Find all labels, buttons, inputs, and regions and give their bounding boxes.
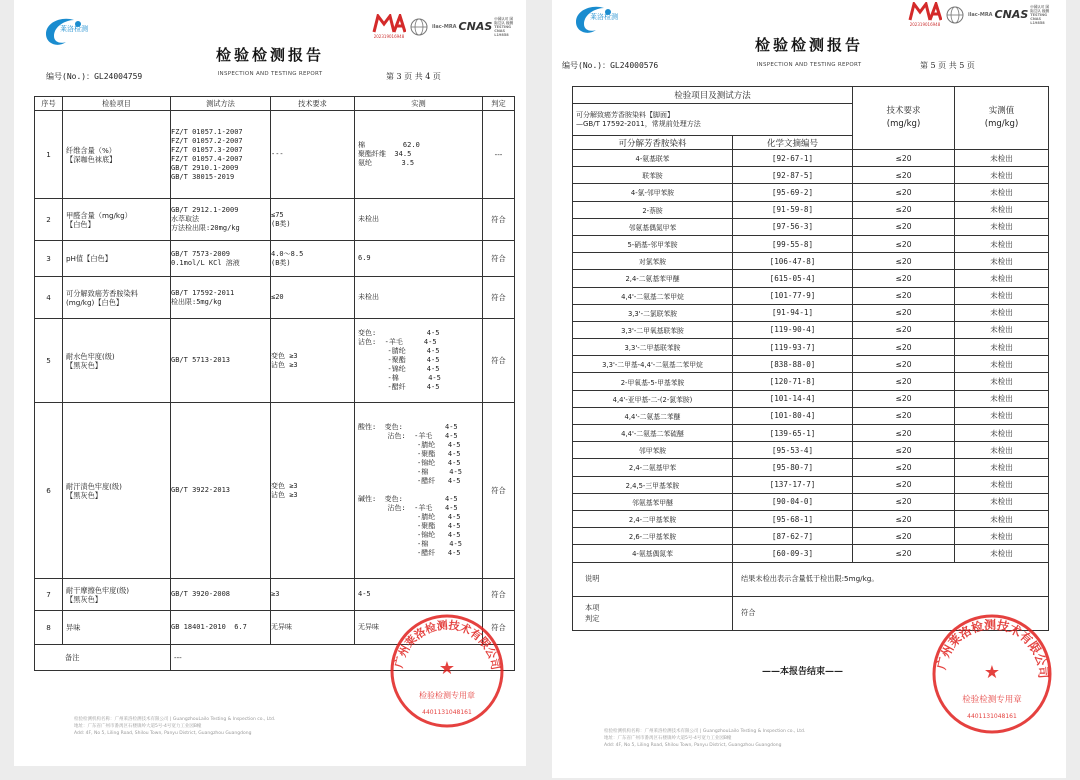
table-row bbox=[35, 199, 515, 241]
measured-value: 未检出 bbox=[955, 545, 1049, 562]
remark-label: 备注 bbox=[35, 645, 171, 671]
amine-name: 3,3'-二甲基-4,4'-二氨基二苯甲烷 bbox=[573, 356, 733, 373]
row-number: 6 bbox=[35, 403, 63, 579]
row-number: 3 bbox=[35, 241, 63, 277]
cnas-mark bbox=[968, 5, 1052, 25]
amine-name: 4-氨基联苯 bbox=[573, 150, 733, 167]
cas-number: [90-04-0] bbox=[733, 493, 853, 510]
test-item bbox=[63, 403, 171, 579]
measured-value: 未检出 bbox=[955, 150, 1049, 167]
table-row bbox=[573, 201, 1049, 218]
measured-value: 未检出 bbox=[955, 184, 1049, 201]
table-row bbox=[35, 579, 515, 611]
verdict: 符合 bbox=[483, 579, 515, 611]
limit-value: ≤20 bbox=[853, 459, 955, 476]
test-method: GB/T 2912.1-2009 水萃取法 方法检出限:20mg/kg bbox=[171, 199, 271, 241]
test-item-line: 可分解致癌芳香胺染料 bbox=[66, 288, 138, 298]
measured-value: 未检出 bbox=[955, 287, 1049, 304]
cma-code: 202319016948 bbox=[373, 34, 405, 39]
test-item-line: 纤维含量（%） bbox=[66, 145, 116, 155]
cma-logo-icon bbox=[372, 14, 406, 34]
report-subtitle: INSPECTION AND TESTING REPORT bbox=[756, 62, 862, 68]
report-page-3 bbox=[14, 0, 526, 766]
ilac-label: ilac-MRA bbox=[432, 23, 457, 30]
seal-name: 广州莱洛检测技术有限公司 bbox=[392, 618, 502, 672]
report-number: 编号(No.)：GL24004759 bbox=[46, 72, 143, 81]
col-header-no: 序号 bbox=[35, 97, 63, 111]
seal-bottom-text: 检验检测专用章 bbox=[962, 695, 1022, 705]
col-header-value: 实测值 (mg/kg) bbox=[955, 87, 1049, 150]
table-row bbox=[35, 111, 515, 199]
table-header-row bbox=[573, 87, 1049, 104]
report-page-5 bbox=[552, 0, 1066, 778]
table-row bbox=[573, 304, 1049, 321]
measured-result: 未检出 bbox=[355, 277, 483, 319]
test-method: GB/T 7573-2009 0.1mol/L KCl 溶液 bbox=[171, 241, 271, 277]
measured-value: 未检出 bbox=[955, 442, 1049, 459]
amine-name: 邻氨基偶氮甲苯 bbox=[573, 218, 733, 235]
test-item bbox=[63, 241, 171, 277]
table-row bbox=[573, 321, 1049, 338]
technical-requirement: --- bbox=[271, 111, 355, 199]
measured-result: 未检出 bbox=[355, 199, 483, 241]
table-row bbox=[573, 390, 1049, 407]
row-number: 7 bbox=[35, 579, 63, 611]
cas-number: [95-68-1] bbox=[733, 510, 853, 527]
verdict: 符合 bbox=[483, 319, 515, 403]
cas-number: [60-09-3] bbox=[733, 545, 853, 562]
measured-value: 未检出 bbox=[955, 356, 1049, 373]
footer-line-1: 检验检测机构名称：广州莱洛检测技术有限公司 | GuangzhouLailo Testing & Inspection co., Ltd. bbox=[74, 717, 276, 722]
seal-number: 4401131048161 bbox=[422, 709, 472, 716]
amine-name: 4-氨基偶氮苯 bbox=[573, 545, 733, 562]
technical-requirement: ≥3 bbox=[271, 579, 355, 611]
table-row bbox=[35, 403, 515, 579]
seal-number: 4401131048161 bbox=[967, 713, 1017, 720]
verdict: 符合 bbox=[483, 241, 515, 277]
test-method: GB/T 5713-2013 bbox=[171, 319, 271, 403]
row-number: 8 bbox=[35, 611, 63, 645]
table-row bbox=[573, 167, 1049, 184]
measured-result: 棉 62.0 聚酯纤维 34.5 氨纶 3.5 bbox=[355, 111, 483, 199]
row-number: 2 bbox=[35, 199, 63, 241]
row-number: 5 bbox=[35, 319, 63, 403]
amine-name: 4,4'-二氨基二苯硫醚 bbox=[573, 425, 733, 442]
test-item-line: 耐水色牢度(级) bbox=[66, 351, 115, 361]
measured-result: 酸性: 变色: 4-5 沾色: -羊毛 4-5 -腈纶 4-5 -聚酯 4-5 -锦纶 4-5 -棉 4-5 -醋纤 4-5 碱性: 变色: 4-5 沾色: -羊毛 4-5 -腈纶 4-5 -聚酯 4-5 -锦纶 4-5 -棉 4-5 -醋纤 4-5 bbox=[355, 403, 483, 579]
measured-value: 未检出 bbox=[955, 253, 1049, 270]
cas-number: [120-71-8] bbox=[733, 373, 853, 390]
limit-value: ≤20 bbox=[853, 390, 955, 407]
ilac-globe-icon bbox=[946, 6, 964, 24]
test-item-line: (mg/kg)【白色】 bbox=[66, 297, 124, 307]
cma-code: 202319016948 bbox=[909, 22, 941, 27]
item-line-1: 可分解致癌芳香胺染料【脚面】 bbox=[576, 110, 674, 119]
amine-name: 对氯苯胺 bbox=[573, 253, 733, 270]
measured-value: 未检出 bbox=[955, 167, 1049, 184]
limit-value: ≤20 bbox=[853, 321, 955, 338]
measured-value: 未检出 bbox=[955, 528, 1049, 545]
limit-value: ≤20 bbox=[853, 150, 955, 167]
cas-number: [119-93-7] bbox=[733, 339, 853, 356]
ilac-globe-icon bbox=[410, 18, 428, 36]
limit-value: ≤20 bbox=[853, 545, 955, 562]
cas-number: [97-56-3] bbox=[733, 218, 853, 235]
report-title: 检验检测报告 bbox=[215, 46, 324, 64]
test-item bbox=[63, 579, 171, 611]
table-row bbox=[573, 373, 1049, 390]
cas-number: [91-94-1] bbox=[733, 304, 853, 321]
cas-number: [101-77-9] bbox=[733, 287, 853, 304]
table-row bbox=[573, 218, 1049, 235]
cas-number: [92-87-5] bbox=[733, 167, 853, 184]
test-item bbox=[63, 199, 171, 241]
cas-number: [99-55-8] bbox=[733, 235, 853, 252]
table-row bbox=[573, 356, 1049, 373]
end-of-report: ——本报告结束—— bbox=[762, 667, 844, 677]
verdict-value: 符合 bbox=[733, 596, 1049, 630]
limit-value: ≤20 bbox=[853, 476, 955, 493]
page-footer bbox=[604, 728, 805, 749]
cnas-mark bbox=[432, 17, 516, 37]
footer-line-2: 地址：广东省广州市番禺区石楼镇岭大道5号-4号宽力工业园B幢 bbox=[74, 724, 202, 729]
col-header-requirement: 技术要求 (mg/kg) bbox=[853, 87, 955, 150]
ilac-label: ilac-MRA bbox=[968, 11, 993, 18]
cas-number: [615-05-4] bbox=[733, 270, 853, 287]
footer-line-1: 检验检测机构名称：广州莱洛检测技术有限公司 | GuangzhouLailo Testing & Inspection co., Ltd. bbox=[604, 729, 806, 734]
table-row bbox=[573, 493, 1049, 510]
table-row bbox=[573, 510, 1049, 527]
technical-requirement: 变色 ≥3 沾色 ≥3 bbox=[271, 403, 355, 579]
seal-name: 广州莱洛检测技术有限公司 bbox=[934, 617, 1051, 679]
amine-name: 3,3'-二甲基联苯胺 bbox=[573, 339, 733, 356]
test-method: GB 18401-2010 6.7 bbox=[171, 611, 271, 645]
test-item-line: 甲醛含量（mg/kg） bbox=[66, 210, 132, 220]
test-item-line: 【黑灰色】 bbox=[66, 594, 102, 604]
measured-value: 未检出 bbox=[955, 493, 1049, 510]
verdict: --- bbox=[483, 111, 515, 199]
measured-value: 未检出 bbox=[955, 425, 1049, 442]
measured-value: 未检出 bbox=[955, 407, 1049, 424]
footer-line-3: Add: 4F, No 5, Liling Road, Shilou Town, Panyu District, Guangzhou Guangdong bbox=[604, 743, 782, 748]
measured-value: 未检出 bbox=[955, 235, 1049, 252]
report-title: 检验检测报告 bbox=[754, 36, 863, 54]
amine-name: 4,4'-二氨基二苯甲烷 bbox=[573, 287, 733, 304]
cas-number: [119-90-4] bbox=[733, 321, 853, 338]
col-header-result: 实测 bbox=[355, 97, 483, 111]
test-method: FZ/T 01057.1-2007 FZ/T 01057.2-2007 FZ/T 01057.3-2007 FZ/T 01057.4-2007 GB/T 2910.1-2009 GB/T 38015-2019 bbox=[171, 111, 271, 199]
cas-number: [106-47-8] bbox=[733, 253, 853, 270]
cas-number: [101-14-4] bbox=[733, 390, 853, 407]
table-row bbox=[573, 270, 1049, 287]
limit-value: ≤20 bbox=[853, 425, 955, 442]
cas-number: [95-53-4] bbox=[733, 442, 853, 459]
table-row bbox=[573, 545, 1049, 562]
amine-name: 4-氯-邻甲苯胺 bbox=[573, 184, 733, 201]
test-method: GB/T 3920-2008 bbox=[171, 579, 271, 611]
measured-result: 4-5 bbox=[355, 579, 483, 611]
measured-result: 6.9 bbox=[355, 241, 483, 277]
technical-requirement: 变色 ≥3 沾色 ≥3 bbox=[271, 319, 355, 403]
technical-requirement: 无异味 bbox=[271, 611, 355, 645]
test-results-table bbox=[34, 96, 515, 671]
table-row bbox=[573, 287, 1049, 304]
amine-name: 3,3'-二甲氧基联苯胺 bbox=[573, 321, 733, 338]
limit-value: ≤20 bbox=[853, 235, 955, 252]
col-header-requirement: 技术要求 bbox=[271, 97, 355, 111]
measured-value: 未检出 bbox=[955, 304, 1049, 321]
page-info: 第 5 页 共 5 页 bbox=[920, 61, 975, 70]
test-item-line: 【白色】 bbox=[66, 219, 95, 229]
table-row bbox=[573, 528, 1049, 545]
test-item-line: 【深咖色袜底】 bbox=[66, 154, 117, 164]
amine-name: 2-甲氧基-5-甲基苯胺 bbox=[573, 373, 733, 390]
cas-number: [838-88-0] bbox=[733, 356, 853, 373]
table-row bbox=[573, 184, 1049, 201]
measured-result: 变色: 4-5 沾色: -羊毛 4-5 -腈纶 4-5 -聚酯 4-5 -锦纶 4-5 -棉 4-5 -醋纤 4-5 bbox=[355, 319, 483, 403]
limit-value: ≤20 bbox=[853, 510, 955, 527]
measured-value: 未检出 bbox=[955, 218, 1049, 235]
page-info: 第 3 页 共 4 页 bbox=[386, 72, 441, 81]
test-item bbox=[63, 111, 171, 199]
amine-name: 4,4'-二氨基二苯醚 bbox=[573, 407, 733, 424]
amine-name: 4,4'-亚甲基-二-(2-氯苯胺) bbox=[573, 390, 733, 407]
col-header-amine: 可分解芳香胺染料 bbox=[573, 136, 733, 150]
limit-value: ≤20 bbox=[853, 253, 955, 270]
table-row bbox=[35, 319, 515, 403]
measured-result: 无异味 bbox=[355, 611, 483, 645]
limit-value: ≤20 bbox=[853, 356, 955, 373]
cma-mark bbox=[372, 14, 406, 39]
limit-value: ≤20 bbox=[853, 373, 955, 390]
limit-value: ≤20 bbox=[853, 407, 955, 424]
technical-requirement: ≤20 bbox=[271, 277, 355, 319]
col-header-item: 检验项目及测试方法 bbox=[573, 87, 853, 104]
cma-mark bbox=[908, 2, 942, 27]
amine-results-table bbox=[572, 86, 1049, 631]
measured-value: 未检出 bbox=[955, 510, 1049, 527]
measured-value: 未检出 bbox=[955, 321, 1049, 338]
limit-value: ≤20 bbox=[853, 270, 955, 287]
amine-name: 2-萘胺 bbox=[573, 201, 733, 218]
cnas-sub-label: 中国认可 国际互认 检测 TESTING CNAS L19858 bbox=[1030, 4, 1049, 25]
test-item bbox=[63, 277, 171, 319]
table-row bbox=[573, 235, 1049, 252]
seal-star-icon: ★ bbox=[983, 662, 1001, 683]
amine-name: 5-硝基-邻甲苯胺 bbox=[573, 235, 733, 252]
cas-number: [95-69-2] bbox=[733, 184, 853, 201]
amine-name: 2,4-二氨基苯甲醚 bbox=[573, 270, 733, 287]
amine-name: 邻甲苯胺 bbox=[573, 442, 733, 459]
limit-value: ≤20 bbox=[853, 184, 955, 201]
test-item-line: 【黑灰色】 bbox=[66, 360, 102, 370]
limit-value: ≤20 bbox=[853, 339, 955, 356]
measured-value: 未检出 bbox=[955, 201, 1049, 218]
col-header-cas: 化学文摘编号 bbox=[733, 136, 853, 150]
amine-name: 2,6-二甲基苯胺 bbox=[573, 528, 733, 545]
verdict: 符合 bbox=[483, 199, 515, 241]
table-row bbox=[573, 459, 1049, 476]
cas-number: [92-67-1] bbox=[733, 150, 853, 167]
footer-line-2: 地址：广东省广州市番禺区石楼镇岭大道5号-4号宽力工业园B幢 bbox=[604, 736, 732, 741]
report-number: 编号(No.)：GL24000576 bbox=[562, 61, 659, 70]
col-header-item: 检验项目 bbox=[63, 97, 171, 111]
cas-number: [91-59-8] bbox=[733, 201, 853, 218]
cas-number: [139-65-1] bbox=[733, 425, 853, 442]
test-method: GB/T 17592-2011 检出限:5mg/kg bbox=[171, 277, 271, 319]
verdict: 符合 bbox=[483, 611, 515, 645]
test-item-line: 【黑灰色】 bbox=[66, 490, 102, 500]
page-footer bbox=[74, 716, 275, 737]
table-row bbox=[573, 150, 1049, 167]
amine-name: 3,3'-二氯联苯胺 bbox=[573, 304, 733, 321]
verdict: 符合 bbox=[483, 277, 515, 319]
technical-requirement: 4.0～8.5 (B类) bbox=[271, 241, 355, 277]
verdict: 符合 bbox=[483, 403, 515, 579]
table-row bbox=[35, 241, 515, 277]
measured-value: 未检出 bbox=[955, 373, 1049, 390]
cert-marks bbox=[372, 14, 516, 39]
cas-number: [101-80-4] bbox=[733, 407, 853, 424]
amine-name: 邻氨基苯甲醚 bbox=[573, 493, 733, 510]
lab-logo-text: 莱洛检测 bbox=[60, 25, 88, 33]
col-header-verdict: 判定 bbox=[483, 97, 515, 111]
amine-name: 联苯胺 bbox=[573, 167, 733, 184]
measured-value: 未检出 bbox=[955, 339, 1049, 356]
table-header-row bbox=[35, 97, 515, 111]
verdict-label: 本项 判定 bbox=[573, 596, 733, 630]
note-label: 说明 bbox=[573, 562, 733, 596]
cma-logo-icon bbox=[908, 2, 942, 22]
cert-marks bbox=[908, 2, 1052, 27]
official-seal bbox=[388, 612, 506, 730]
limit-value: ≤20 bbox=[853, 528, 955, 545]
limit-value: ≤20 bbox=[853, 493, 955, 510]
remark-value: --- bbox=[171, 645, 515, 671]
lab-logo bbox=[570, 2, 622, 36]
limit-value: ≤20 bbox=[853, 218, 955, 235]
table-row bbox=[573, 476, 1049, 493]
measured-value: 未检出 bbox=[955, 476, 1049, 493]
table-row bbox=[573, 253, 1049, 270]
cas-number: [137-17-7] bbox=[733, 476, 853, 493]
table-row bbox=[573, 425, 1049, 442]
seal-bottom-text: 检验检测专用章 bbox=[419, 691, 475, 700]
test-item-line: 耐汗渍色牢度(级) bbox=[66, 481, 122, 491]
test-item bbox=[63, 319, 171, 403]
limit-value: ≤20 bbox=[853, 201, 955, 218]
cnas-sub-label: 中国认可 国际互认 检测 TESTING CNAS L19858 bbox=[494, 16, 513, 37]
amine-name: 2,4,5-三甲基苯胺 bbox=[573, 476, 733, 493]
row-number: 1 bbox=[35, 111, 63, 199]
limit-value: ≤20 bbox=[853, 304, 955, 321]
limit-value: ≤20 bbox=[853, 442, 955, 459]
amine-name: 2,4-二氨基甲苯 bbox=[573, 459, 733, 476]
col-header-method: 测试方法 bbox=[171, 97, 271, 111]
table-row bbox=[35, 277, 515, 319]
test-item-line: 耐干摩擦色牢度(级) bbox=[66, 585, 130, 595]
technical-requirement: ≤75 (B类) bbox=[271, 199, 355, 241]
footer-line-3: Add: 4F, No 5, Liling Road, Shilou Town, Panyu District, Guangzhou Guangdong bbox=[74, 731, 252, 736]
cas-number: [95-80-7] bbox=[733, 459, 853, 476]
report-subtitle: INSPECTION AND TESTING REPORT bbox=[217, 71, 323, 77]
test-item bbox=[63, 611, 171, 645]
test-item-line: 异味 bbox=[66, 623, 81, 632]
official-seal bbox=[930, 612, 1054, 736]
table-row bbox=[573, 339, 1049, 356]
item-line-2: —GB/T 17592-2011，常规前处理方法 bbox=[576, 119, 701, 128]
cas-number: [87-62-7] bbox=[733, 528, 853, 545]
cnas-label: CNAS bbox=[458, 20, 493, 33]
lab-logo-text: 莱洛检测 bbox=[590, 13, 618, 21]
lab-logo bbox=[40, 14, 92, 48]
table-row bbox=[573, 442, 1049, 459]
limit-value: ≤20 bbox=[853, 287, 955, 304]
measured-value: 未检出 bbox=[955, 270, 1049, 287]
measured-value: 未检出 bbox=[955, 459, 1049, 476]
item-description bbox=[573, 104, 853, 136]
row-number: 4 bbox=[35, 277, 63, 319]
measured-value: 未检出 bbox=[955, 390, 1049, 407]
seal-star-icon: ★ bbox=[438, 658, 456, 679]
cnas-label: CNAS bbox=[994, 8, 1029, 21]
note-value: 结果未检出表示含量低于检出限:5mg/kg。 bbox=[733, 562, 1049, 596]
limit-value: ≤20 bbox=[853, 167, 955, 184]
table-row bbox=[573, 407, 1049, 424]
test-method: GB/T 3922-2013 bbox=[171, 403, 271, 579]
note-row bbox=[573, 562, 1049, 596]
amine-name: 2,4-二甲基苯胺 bbox=[573, 510, 733, 527]
test-item-line: pH值【白色】 bbox=[66, 254, 112, 263]
